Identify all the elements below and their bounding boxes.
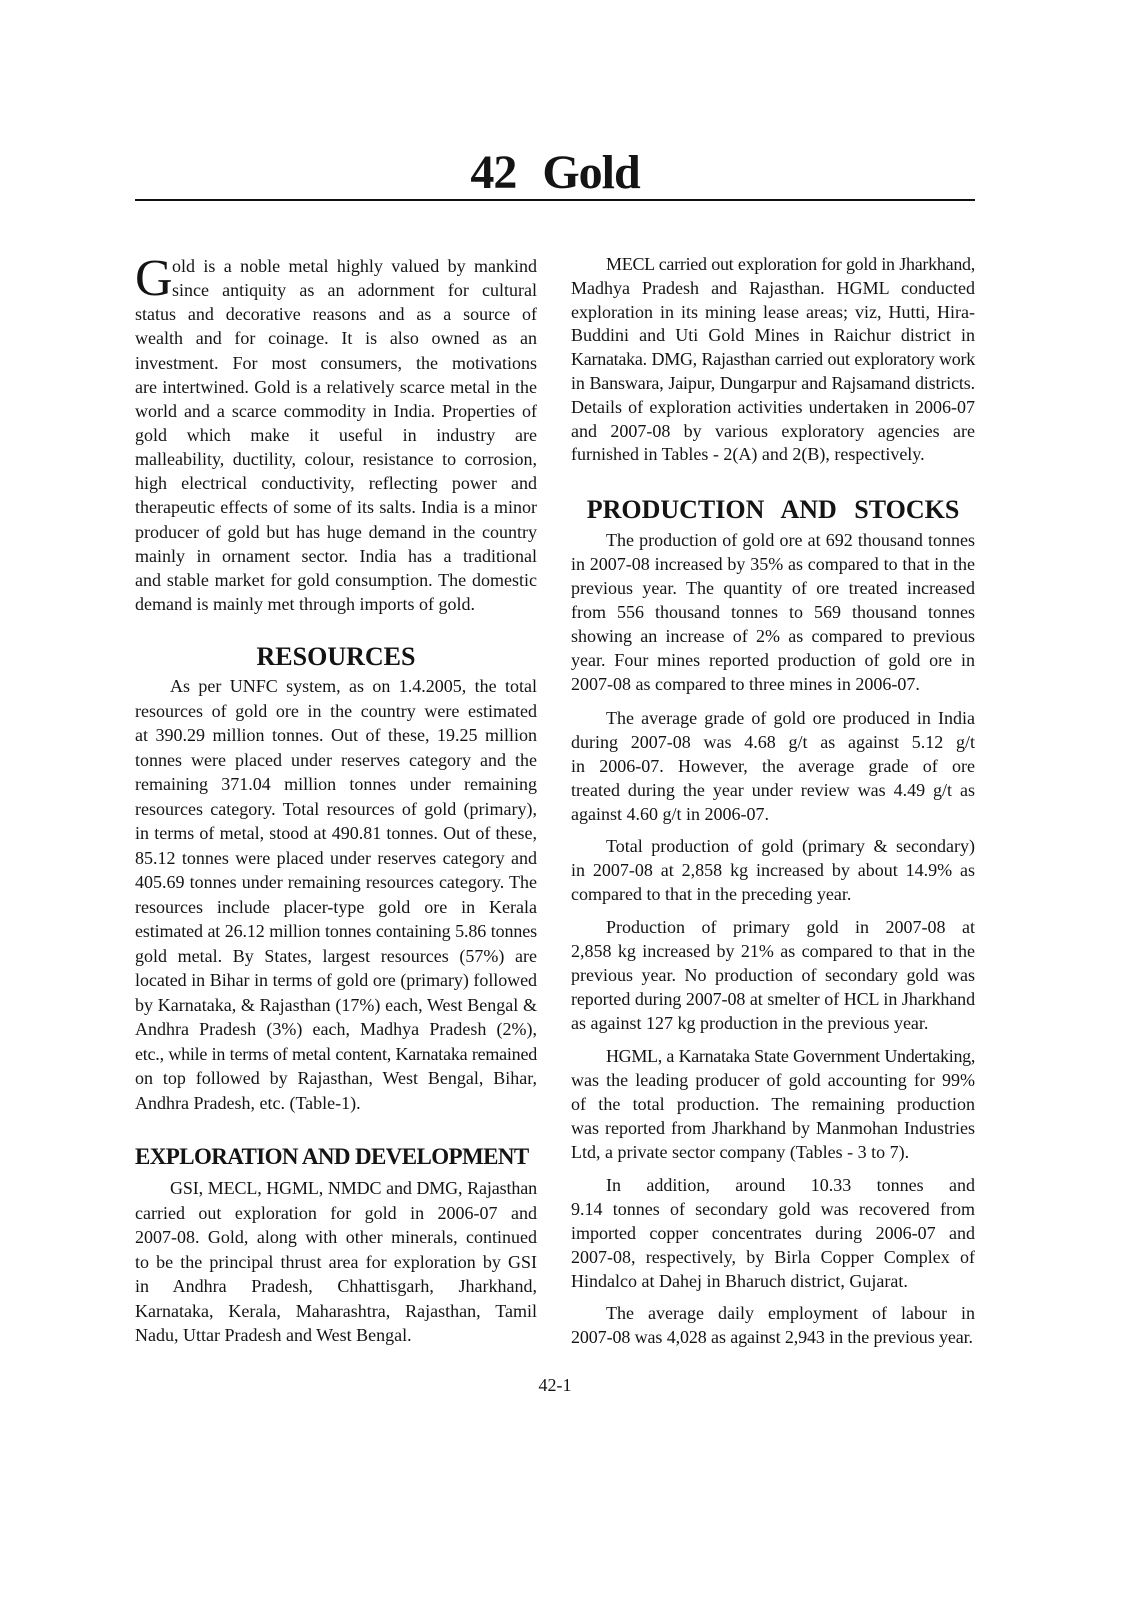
text-line: previous year. No production of secondary gold was	[571, 965, 975, 985]
text-line: etc., while in terms of metal content, Karnataka remained	[135, 1043, 537, 1064]
text-line: Nadu, Uttar Pradesh and West Bengal.	[135, 1325, 412, 1345]
text-line: to be the principal thrust area for exploration by GSI	[135, 1251, 537, 1272]
text-line: Ltd, a private sector company (Tables - 3 to 7).	[571, 1142, 910, 1162]
text-line: 2007-08 was 4,028 as against 2,943 in the previous year.	[571, 1327, 973, 1347]
text-line: in Andhra Pradesh, Chhattisgarh, Jharkhand,	[135, 1276, 537, 1296]
text-line: carried out exploration for gold in 2006-07 and	[135, 1202, 537, 1223]
text-line: In addition, around 10.33 tonnes and	[606, 1175, 975, 1195]
text-line: exploration in its mining lease areas; viz, Hutti, Hira-	[571, 301, 975, 322]
text-line: mainly in ornament sector. India has a traditional	[135, 545, 537, 566]
text-line: HGML, a Karnataka State Government Undertaking,	[606, 1046, 975, 1066]
page-number: 42-1	[538, 1375, 572, 1395]
text-line: furnished in Tables - 2(A) and 2(B), respectively.	[571, 444, 925, 465]
text-line: 2007-08 as compared to three mines in 2006-07.	[571, 674, 920, 694]
text-line: Details of exploration activities undertaken in 2006-07	[571, 396, 975, 417]
text-line: 85.12 tonnes were placed under reserves category and	[135, 847, 537, 868]
text-line: year. Four mines reported production of gold ore in	[571, 650, 975, 670]
production-paragraph-4	[571, 915, 975, 1035]
text-line: imported copper concentrates during 2006-07 and	[571, 1223, 975, 1243]
text-line: on top followed by Rajasthan, West Bengal, Bihar,	[135, 1068, 537, 1088]
production-paragraph-3	[571, 834, 975, 906]
text-line: Karnataka. DMG, Rajasthan carried out exploratory work	[571, 349, 975, 370]
text-line: high electrical conductivity, reflecting power and	[135, 473, 537, 494]
text-line: and 2007-08 by various exploratory agencies are	[571, 420, 975, 441]
text-line: Hindalco at Dahej in Bharuch district, Gujarat.	[571, 1271, 908, 1291]
text-line: by Karnataka, & Rajasthan (17%) each, West Bengal &	[135, 994, 537, 1015]
text-line: 2,858 kg increased by 21% as compared to that in the	[571, 941, 975, 961]
text-line: in Banswara, Jaipur, Dungarpur and Rajsamand districts.	[571, 372, 975, 393]
text-line: in terms of metal, stood at 490.81 tonnes. Out of these,	[135, 823, 537, 843]
text-line: The average daily employment of labour in	[606, 1303, 975, 1323]
production-paragraph-5	[571, 1044, 975, 1164]
text-line: Andhra Pradesh, etc. (Table-1).	[135, 1092, 361, 1113]
text-line: are intertwined. Gold is a relatively scarce metal in the	[135, 376, 537, 397]
production-heading: PRODUCTION AND STOCKS	[586, 495, 960, 524]
text-line: old is a noble metal highly valued by mankind	[172, 256, 537, 276]
text-line: 405.69 tonnes under remaining resources category. The	[135, 872, 537, 892]
text-line: Andhra Pradesh (3%) each, Madhya Pradesh (2%),	[135, 1019, 537, 1039]
text-line: Buddini and Uti Gold Mines in Raichur district in	[571, 325, 975, 346]
text-line: located in Bihar in terms of gold ore (primary) followed	[135, 970, 537, 990]
exploration-details-paragraph	[571, 253, 975, 467]
text-line: 2007-08, respectively, by Birla Copper Complex of	[571, 1247, 975, 1267]
text-line: reported during 2007-08 at smelter of HCL in Jharkhand	[571, 989, 975, 1009]
text-line: gold metal. By States, largest resources (57%) are	[135, 945, 537, 966]
text-line: resources include placer-type gold ore in Kerala	[135, 896, 537, 917]
text-line: of the total production. The remaining production	[571, 1094, 975, 1114]
chapter-name: Gold	[542, 146, 640, 199]
text-line: from 556 thousand tonnes to 569 thousand tonnes	[571, 602, 975, 622]
production-paragraph-7	[571, 1301, 975, 1349]
resources-paragraph	[135, 674, 537, 1115]
text-line: treated during the year under review was 4.49 g/t as	[571, 780, 975, 800]
text-line: malleability, ductility, colour, resistance to corrosion,	[135, 449, 537, 470]
resources-heading: RESOURCES	[256, 642, 416, 671]
title-rule	[135, 199, 975, 201]
text-line: against 4.60 g/t in 2006-07.	[571, 804, 769, 824]
text-line: in 2007-08 increased by 35% as compared to that in the	[571, 554, 975, 574]
text-line: at 390.29 million tonnes. Out of these, 19.25 million	[135, 725, 537, 745]
text-line: as against 127 kg production in the previous year.	[571, 1013, 929, 1033]
production-paragraph-6	[571, 1173, 975, 1293]
text-line: since antiquity as an adornment for cultural	[172, 280, 537, 301]
text-line: tonnes were placed under reserves category and the	[135, 749, 537, 770]
text-line: The average grade of gold ore produced in India	[606, 708, 975, 728]
text-line: in 2006-07. However, the average grade of ore	[571, 756, 975, 776]
text-line: and stable market for gold consumption. The domestic	[135, 569, 537, 590]
text-line: investment. For most consumers, the motivations	[135, 352, 537, 373]
text-line: resources of gold ore in the country were estimated	[135, 700, 537, 721]
text-line: Total production of gold (primary & secondary)	[606, 836, 975, 856]
text-line: Karnataka, Kerala, Maharashtra, Rajasthan, Tamil	[135, 1300, 537, 1321]
intro-paragraph	[135, 250, 537, 616]
text-line: GSI, MECL, HGML, NMDC and DMG, Rajasthan	[170, 1178, 537, 1198]
text-line: world and a scarce commodity in India. Properties of	[135, 400, 537, 421]
chapter-title	[135, 145, 975, 201]
text-line: showing an increase of 2% as compared to previous	[571, 626, 975, 646]
text-line: in 2007-08 at 2,858 kg increased by about 14.9% as	[571, 860, 975, 880]
text-line: compared to that in the preceding year.	[571, 884, 852, 904]
text-line: 2007-08. Gold, along with other minerals, continued	[135, 1227, 537, 1247]
text-line: Production of primary gold in 2007-08 at	[606, 917, 975, 937]
text-line: The production of gold ore at 692 thousand tonnes	[606, 530, 975, 550]
text-line: during 2007-08 was 4.68 g/t as against 5.12 g/t	[571, 732, 975, 752]
exploration-heading: EXPLORATION AND DEVELOPMENT	[135, 1144, 529, 1169]
text-line: therapeutic effects of some of its salts. India is a minor	[135, 497, 537, 518]
drop-cap: G	[135, 250, 173, 307]
chapter-number: 42	[470, 146, 517, 199]
production-paragraph-2	[571, 706, 975, 826]
text-line: was reported from Jharkhand by Manmohan Industries	[571, 1118, 975, 1138]
text-line: 9.14 tonnes of secondary gold was recovered from	[571, 1199, 975, 1219]
text-line: demand is mainly met through imports of gold.	[135, 593, 475, 614]
text-line: wealth and for coinage. It is also owned as an	[135, 328, 537, 349]
text-line: previous year. The quantity of ore treated increased	[571, 578, 975, 598]
text-line: was the leading producer of gold accounting for 99%	[571, 1070, 975, 1090]
exploration-paragraph	[135, 1176, 537, 1348]
text-line: producer of gold but has huge demand in the country	[135, 521, 537, 542]
production-paragraph-1	[571, 528, 975, 696]
text-line: Madhya Pradesh and Rajasthan. HGML conducted	[571, 277, 975, 298]
text-line: status and decorative reasons and as a source of	[135, 304, 537, 325]
text-line: MECL carried out exploration for gold in Jharkhand,	[606, 254, 975, 274]
text-line: remaining 371.04 million tonnes under remaining	[135, 774, 537, 794]
text-line: resources category. Total resources of gold (primary),	[135, 798, 537, 819]
text-line: gold which make it useful in industry are	[135, 424, 537, 445]
text-line: estimated at 26.12 million tonnes containing 5.86 tonnes	[135, 921, 537, 941]
text-line: As per UNFC system, as on 1.4.2005, the total	[170, 676, 537, 696]
